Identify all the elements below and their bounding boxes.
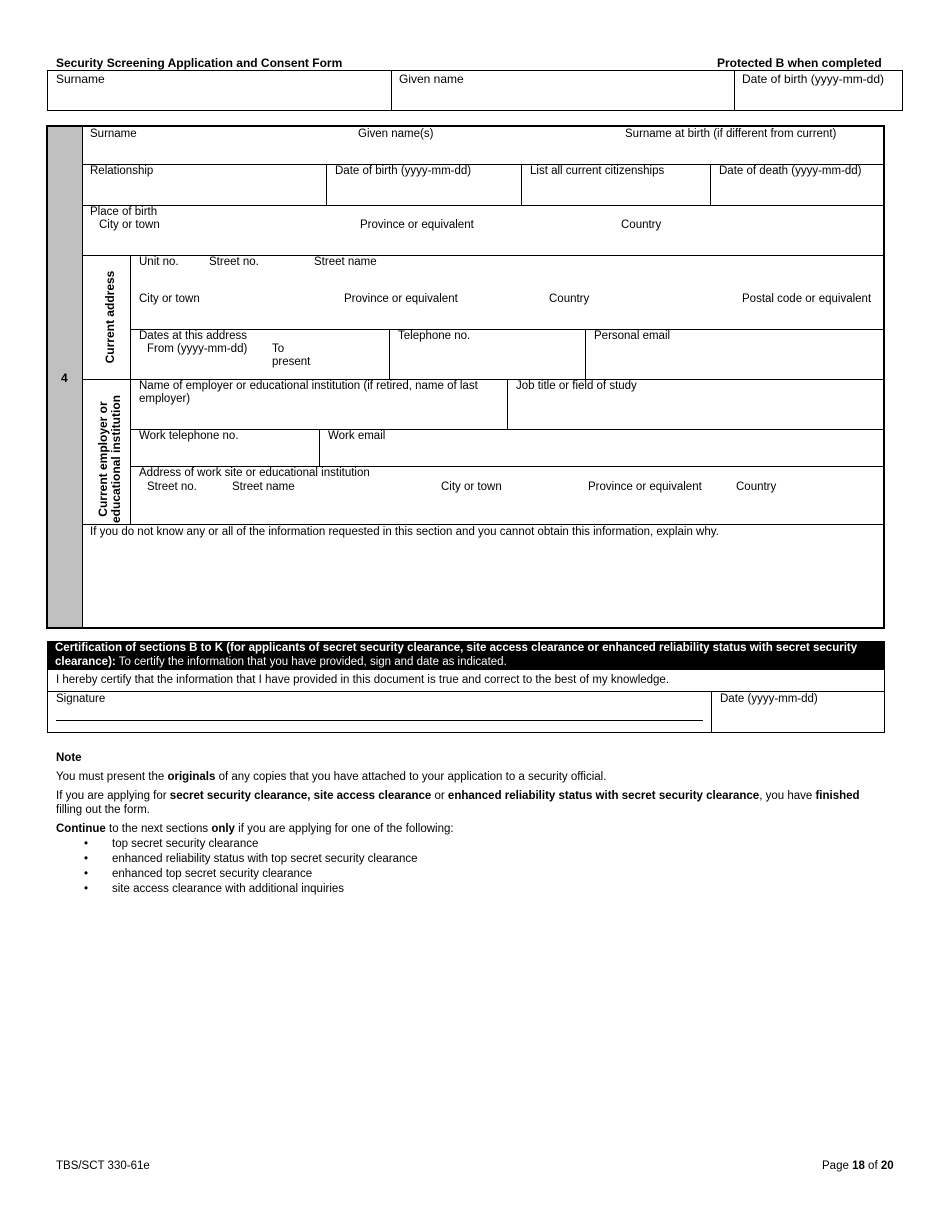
citizenships-field[interactable] [530,182,705,200]
applicant-id-box [47,70,903,111]
dates-label: Dates at this address [139,330,248,342]
dob-label: Date of birth (yyyy-mm-dd) [742,72,885,86]
note-p3: Continue to the next sections only if you are applying for one of the following: [56,823,454,835]
place-of-birth-field[interactable] [90,234,875,252]
given-name-label: Given name [399,72,464,86]
list-item: • top secret security clearance [56,837,896,852]
certification-statement: I hereby certify that the information that I have provided in this document is true and correct to the best of my knowledge. [56,674,670,686]
job-title-label: Job title or field of study [516,380,637,392]
addr-postal-label: Postal code or equivalent [742,293,872,305]
street-address-field[interactable] [139,271,879,289]
rel-surname-label: Surname [90,128,137,140]
personal-email-field[interactable] [594,348,879,366]
signature-field[interactable] [56,706,703,720]
relationship-label: Relationship [90,165,154,177]
work-email-label: Work email [328,430,386,442]
form-title: Security Screening Application and Consent Form [56,56,343,70]
note-title: Note [56,752,82,764]
surname-field[interactable] [56,87,386,107]
work-address-label: Address of work site or educational institution [139,467,370,479]
personal-email-label: Personal email [594,330,671,342]
work-province-label: Province or equivalent [588,481,702,493]
work-address-field[interactable] [139,498,879,520]
telephone-label: Telephone no. [398,330,471,342]
note-p1: You must present the originals of any copies that you have attached to your application to a security official. [56,771,607,783]
certification-box [47,670,885,733]
surname-label: Surname [56,72,105,86]
work-street-name-label: Street name [232,481,295,493]
rel-surname-at-birth-label: Surname at birth (if different from current) [625,128,837,140]
citizenships-label: List all current citizenships [530,165,665,177]
work-street-no-label: Street no. [147,481,197,493]
employer-name-field[interactable] [139,408,501,426]
work-phone-label: Work telephone no. [139,430,239,442]
certification-header: Certification of sections B to K (for applicants of secret security clearance, site access clearance or enhanced reliability status with secret security clearance): To certify the information that you have provided, sign and date as indicated. [47,641,885,670]
work-email-field[interactable] [328,446,878,463]
street-no-label: Street no. [209,256,259,268]
addr-country-label: Country [549,293,590,305]
employer-name-label-2: employer) [139,393,191,405]
dob-field[interactable] [742,87,897,107]
addr-city-label: City or town [139,293,200,305]
explain-field[interactable] [90,543,875,623]
explain-label: If you do not know any or all of the information requested in this section and you cannot obtain this information, explain why. [90,526,719,538]
rel-dob-label: Date of birth (yyyy-mm-dd) [335,165,472,177]
note-list [56,837,896,897]
place-of-birth-label: Place of birth [90,206,158,218]
given-name-field[interactable] [399,87,729,107]
cert-date-label: Date (yyyy-mm-dd) [720,693,818,705]
list-item: • site access clearance with additional inquiries [56,882,896,897]
addr-province-label: Province or equivalent [344,293,458,305]
employer-name-label: Name of employer or educational institution (if retired, name of last [139,380,478,392]
note-section [56,751,896,897]
form-code: TBS/SCT 330-61e [56,1160,150,1172]
list-item: • enhanced reliability status with top secret security clearance [56,852,896,867]
pob-city-label: City or town [99,219,160,231]
pob-country-label: Country [621,219,662,231]
rel-dob-field[interactable] [335,182,515,200]
street-name-label: Street name [314,256,377,268]
note-p2: If you are applying for secret security clearance, site access clearance or enhanced reliability status with secret security clearance, you have finished filling out the form. [56,790,860,816]
from-label: From (yyyy-mm-dd) [147,343,248,355]
list-item: • enhanced top secret security clearance [56,867,896,882]
work-phone-field[interactable] [139,446,314,463]
signature-label: Signature [56,693,106,705]
present-label: present [272,356,311,368]
to-label: To [272,343,285,355]
work-city-label: City or town [441,481,502,493]
job-title-field[interactable] [516,398,878,424]
city-province-field[interactable] [139,308,879,326]
telephone-field[interactable] [398,348,580,366]
employer-side-label: Current employer or educational institution [96,395,123,523]
section-number: 4 [61,371,68,385]
pob-province-label: Province or equivalent [360,219,474,231]
unit-no-label: Unit no. [139,256,179,268]
work-country-label: Country [736,481,777,493]
protected-label: Protected B when completed [717,56,882,70]
relationship-field[interactable] [90,182,320,200]
page-number: Page 18 of 20 [822,1160,894,1172]
dod-label: Date of death (yyyy-mm-dd) [719,165,862,177]
signature-line [56,720,703,721]
cert-date-field[interactable] [720,709,878,727]
current-address-side-label: Current address [103,270,117,364]
rel-given-names-label: Given name(s) [358,128,434,140]
dod-field[interactable] [719,182,877,200]
rel-name-field[interactable] [90,143,875,161]
